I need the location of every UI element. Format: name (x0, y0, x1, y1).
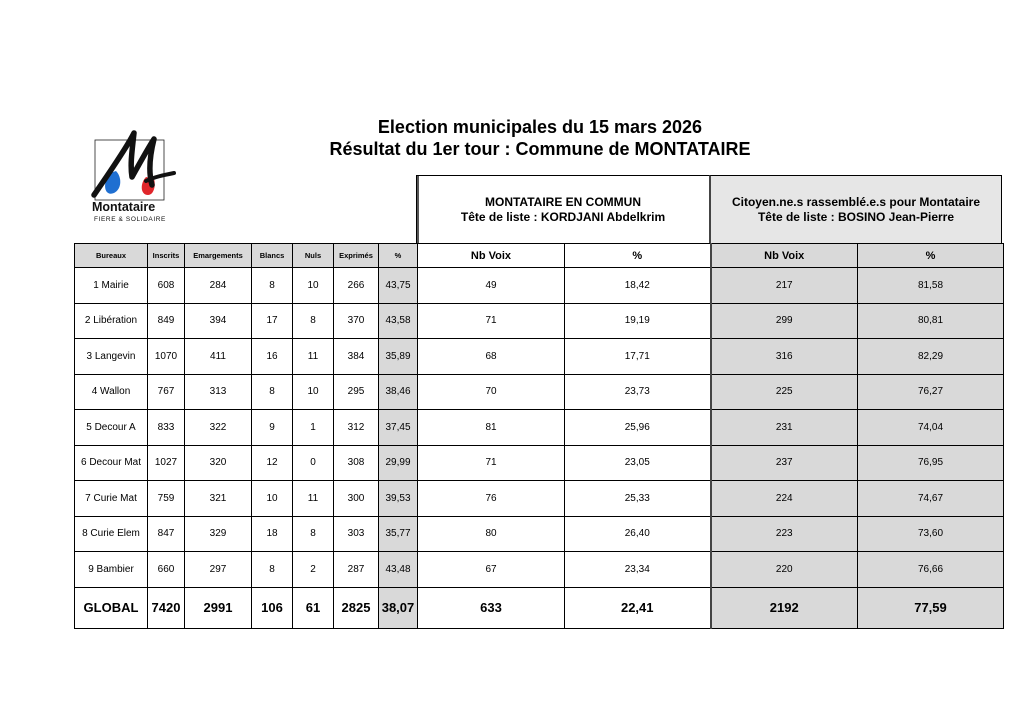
cell-b-pct: 76,27 (858, 374, 1004, 410)
cell-inscrits: 1070 (148, 339, 185, 375)
cell-inscrits: 849 (148, 303, 185, 339)
cell-exprimes: 266 (334, 268, 379, 304)
cell-exprimes: 303 (334, 516, 379, 552)
cell-nuls: 11 (293, 339, 334, 375)
cell-blancs: 12 (252, 445, 293, 481)
cell-emargements: 320 (185, 445, 252, 481)
cell-a-voix: 71 (418, 445, 565, 481)
cell-a-pct: 23,05 (565, 445, 711, 481)
cell-bureau: 5 Decour A (75, 410, 148, 446)
cell-bureau: 3 Langevin (75, 339, 148, 375)
cell-b-pct: 74,67 (858, 481, 1004, 517)
cell-emargements: 329 (185, 516, 252, 552)
cell-nuls: 1 (293, 410, 334, 446)
list-a-name: MONTATAIRE EN COMMUN (485, 194, 641, 209)
col-bureaux: Bureaux (75, 244, 148, 268)
cell-exprimes: 312 (334, 410, 379, 446)
cell-a-voix: 67 (418, 552, 565, 588)
cell-nuls: 10 (293, 374, 334, 410)
cell-exprimes: 384 (334, 339, 379, 375)
cell-b-voix: 225 (711, 374, 858, 410)
document-title (300, 116, 780, 160)
title-line-1: Election municipales du 15 mars 2026 (377, 117, 703, 137)
table-row (75, 445, 1004, 481)
cell-blancs: 8 (252, 552, 293, 588)
cell-blancs: 8 (252, 268, 293, 304)
col-b-nb-voix: Nb Voix (711, 244, 858, 268)
cell-a-pct: 25,33 (565, 481, 711, 517)
cell-exprimes: 287 (334, 552, 379, 588)
cell-b-voix: 224 (711, 481, 858, 517)
cell-pct: 35,89 (379, 339, 418, 375)
cell-blancs: 8 (252, 374, 293, 410)
cell-nuls: 2 (293, 552, 334, 588)
cell-pct: 39,53 (379, 481, 418, 517)
cell-emargements: 394 (185, 303, 252, 339)
cell-pct: 29,99 (379, 445, 418, 481)
logo-name: Montataire (92, 200, 156, 214)
cell-pct: 43,58 (379, 303, 418, 339)
cell-blancs: 10 (252, 481, 293, 517)
cell-a-voix: 68 (418, 339, 565, 375)
cell-b-voix: 220 (711, 552, 858, 588)
list-b-header (709, 175, 1002, 243)
cell-pct: 43,48 (379, 552, 418, 588)
cell-b-voix: 299 (711, 303, 858, 339)
logo-tagline: FIERE & SOLIDAIRE (94, 216, 166, 223)
cell-emargements: 284 (185, 268, 252, 304)
cell-b-pct: 82,29 (858, 339, 1004, 375)
col-pct: % (379, 244, 418, 268)
cell-bureau: 2 Libération (75, 303, 148, 339)
cell-nuls: 10 (293, 268, 334, 304)
global-exprimes: 2825 (334, 587, 379, 628)
table-row (75, 516, 1004, 552)
table-row (75, 303, 1004, 339)
global-nuls: 61 (293, 587, 334, 628)
cell-inscrits: 767 (148, 374, 185, 410)
cell-pct: 35,77 (379, 516, 418, 552)
cell-pct: 38,46 (379, 374, 418, 410)
cell-a-pct: 23,73 (565, 374, 711, 410)
cell-a-voix: 70 (418, 374, 565, 410)
global-row (75, 587, 1004, 628)
cell-a-pct: 26,40 (565, 516, 711, 552)
title-line-2: Résultat du 1er tour : Commune de MONTATAIRE (329, 139, 751, 159)
list-b-leader: Tête de liste : BOSINO Jean-Pierre (757, 209, 955, 224)
cell-pct: 43,75 (379, 268, 418, 304)
global-a-pct: 22,41 (565, 587, 711, 628)
cell-nuls: 11 (293, 481, 334, 517)
cell-nuls: 8 (293, 516, 334, 552)
cell-emargements: 411 (185, 339, 252, 375)
cell-nuls: 0 (293, 445, 334, 481)
cell-a-voix: 81 (418, 410, 565, 446)
global-inscrits: 7420 (148, 587, 185, 628)
global-a-voix: 633 (418, 587, 565, 628)
cell-b-pct: 74,04 (858, 410, 1004, 446)
cell-b-pct: 73,60 (858, 516, 1004, 552)
cell-pct: 37,45 (379, 410, 418, 446)
table-row (75, 374, 1004, 410)
col-a-nb-voix: Nb Voix (418, 244, 565, 268)
cell-blancs: 16 (252, 339, 293, 375)
cell-b-voix: 223 (711, 516, 858, 552)
cell-exprimes: 300 (334, 481, 379, 517)
cell-a-voix: 71 (418, 303, 565, 339)
table-row (75, 481, 1004, 517)
cell-blancs: 9 (252, 410, 293, 446)
cell-inscrits: 608 (148, 268, 185, 304)
cell-b-pct: 80,81 (858, 303, 1004, 339)
cell-exprimes: 308 (334, 445, 379, 481)
cell-a-pct: 18,42 (565, 268, 711, 304)
table-row (75, 410, 1004, 446)
global-pct: 38,07 (379, 587, 418, 628)
global-emargements: 2991 (185, 587, 252, 628)
cell-bureau: 7 Curie Mat (75, 481, 148, 517)
cell-inscrits: 660 (148, 552, 185, 588)
cell-a-voix: 76 (418, 481, 565, 517)
cell-a-pct: 17,71 (565, 339, 711, 375)
cell-a-voix: 80 (418, 516, 565, 552)
cell-bureau: 9 Bambier (75, 552, 148, 588)
cell-emargements: 313 (185, 374, 252, 410)
global-b-voix: 2192 (711, 587, 858, 628)
cell-bureau: 8 Curie Elem (75, 516, 148, 552)
global-label: GLOBAL (75, 587, 148, 628)
col-nuls: Nuls (293, 244, 334, 268)
cell-a-pct: 23,34 (565, 552, 711, 588)
cell-emargements: 297 (185, 552, 252, 588)
cell-b-voix: 231 (711, 410, 858, 446)
cell-blancs: 18 (252, 516, 293, 552)
cell-bureau: 4 Wallon (75, 374, 148, 410)
cell-nuls: 8 (293, 303, 334, 339)
col-b-pct: % (858, 244, 1004, 268)
cell-a-pct: 25,96 (565, 410, 711, 446)
cell-b-voix: 237 (711, 445, 858, 481)
cell-b-voix: 217 (711, 268, 858, 304)
cell-emargements: 321 (185, 481, 252, 517)
results-table (74, 243, 1004, 629)
cell-emargements: 322 (185, 410, 252, 446)
col-blancs: Blancs (252, 244, 293, 268)
table-row (75, 268, 1004, 304)
col-exprimes: Exprimés (334, 244, 379, 268)
cell-inscrits: 1027 (148, 445, 185, 481)
list-a-leader: Tête de liste : KORDJANI Abdelkrim (460, 209, 666, 224)
col-emargements: Emargements (185, 244, 252, 268)
cell-bureau: 6 Decour Mat (75, 445, 148, 481)
table-header-row (75, 244, 1004, 268)
cell-a-pct: 19,19 (565, 303, 711, 339)
cell-inscrits: 759 (148, 481, 185, 517)
cell-b-pct: 81,58 (858, 268, 1004, 304)
cell-b-voix: 316 (711, 339, 858, 375)
cell-bureau: 1 Mairie (75, 268, 148, 304)
cell-inscrits: 847 (148, 516, 185, 552)
table-row (75, 339, 1004, 375)
cell-exprimes: 370 (334, 303, 379, 339)
cell-blancs: 17 (252, 303, 293, 339)
cell-a-voix: 49 (418, 268, 565, 304)
list-b-name: Citoyen.ne.s rassemblé.e.s pour Montataire (731, 194, 981, 209)
col-a-pct: % (565, 244, 711, 268)
table-row (75, 552, 1004, 588)
cell-inscrits: 833 (148, 410, 185, 446)
list-a-header (416, 175, 710, 243)
cell-b-pct: 76,66 (858, 552, 1004, 588)
cell-exprimes: 295 (334, 374, 379, 410)
cell-b-pct: 76,95 (858, 445, 1004, 481)
global-b-pct: 77,59 (858, 587, 1004, 628)
col-inscrits: Inscrits (148, 244, 185, 268)
global-blancs: 106 (252, 587, 293, 628)
